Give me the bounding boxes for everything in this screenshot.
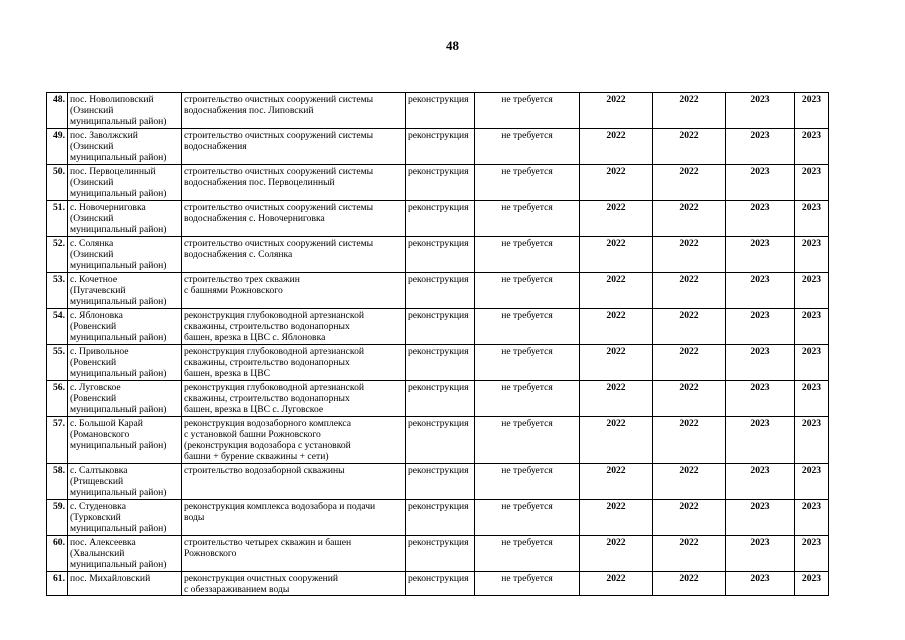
description-line: водоснабжения с. Солянка xyxy=(184,249,293,260)
year-cell: 2023 xyxy=(726,129,795,165)
location-line: с. Солянка xyxy=(70,238,114,249)
year-cell: 2023 xyxy=(726,165,795,201)
year-cell: 2023 xyxy=(795,536,829,572)
description-line: с обеззараживанием воды xyxy=(184,584,290,595)
work-type-cell: реконструкция xyxy=(406,345,475,381)
year-cell: 2022 xyxy=(580,201,653,237)
row-number: 53. xyxy=(47,273,68,309)
description-line: (реконструкция водозабора с установкой xyxy=(184,440,351,451)
requirement-cell: не требуется xyxy=(475,381,580,417)
description-line: реконструкция глубоководной артезианской xyxy=(184,310,364,321)
year-cell: 2023 xyxy=(726,500,795,536)
work-type-cell: реконструкция xyxy=(406,417,475,464)
description-line: водоснабжения пос. Первоцелинный xyxy=(184,177,335,188)
year-cell: 2023 xyxy=(726,309,795,345)
location-cell xyxy=(68,381,182,417)
work-type-cell: реконструкция xyxy=(406,536,475,572)
year-cell: 2023 xyxy=(795,345,829,381)
requirement-cell: не требуется xyxy=(475,345,580,381)
description-cell xyxy=(182,500,406,536)
page-number: 48 xyxy=(446,38,459,53)
requirement-cell: не требуется xyxy=(475,500,580,536)
location-line: пос. Михайловский xyxy=(70,573,151,584)
work-type-cell: реконструкция xyxy=(406,129,475,165)
year-cell: 2023 xyxy=(795,500,829,536)
year-cell: 2023 xyxy=(795,309,829,345)
location-line: (Пугачевский xyxy=(70,285,126,296)
location-cell xyxy=(68,237,182,273)
description-cell xyxy=(182,237,406,273)
description-line: башни + бурение скважины + сети) xyxy=(184,451,329,462)
location-line: с. Яблоновка xyxy=(70,310,123,321)
table-row xyxy=(47,417,829,464)
table-row xyxy=(47,381,829,417)
location-cell xyxy=(68,309,182,345)
description-cell xyxy=(182,273,406,309)
location-line: с. Привольное xyxy=(70,346,129,357)
description-cell xyxy=(182,201,406,237)
location-line: (Романовского xyxy=(70,429,130,440)
location-line: муниципальный район) xyxy=(70,116,167,127)
location-line: муниципальный район) xyxy=(70,559,167,570)
year-cell: 2022 xyxy=(653,536,726,572)
location-line: муниципальный район) xyxy=(70,487,167,498)
year-cell: 2022 xyxy=(653,417,726,464)
year-cell: 2023 xyxy=(795,129,829,165)
location-cell xyxy=(68,536,182,572)
year-cell: 2022 xyxy=(653,345,726,381)
year-cell: 2023 xyxy=(795,572,829,596)
description-line: с установкой башни Рожновского xyxy=(184,429,321,440)
row-number: 56. xyxy=(47,381,68,417)
location-line: пос. Алексеевка xyxy=(70,537,136,548)
requirement-cell: не требуется xyxy=(475,417,580,464)
location-cell xyxy=(68,129,182,165)
table-row xyxy=(47,464,829,500)
year-cell: 2022 xyxy=(653,237,726,273)
year-cell: 2022 xyxy=(580,237,653,273)
description-cell xyxy=(182,536,406,572)
year-cell: 2022 xyxy=(580,536,653,572)
year-cell: 2023 xyxy=(726,536,795,572)
row-number: 49. xyxy=(47,129,68,165)
work-type-cell: реконструкция xyxy=(406,237,475,273)
work-type-cell: реконструкция xyxy=(406,500,475,536)
year-cell: 2022 xyxy=(580,93,653,129)
description-cell xyxy=(182,93,406,129)
description-line: реконструкция очистных сооружений xyxy=(184,573,339,584)
location-line: муниципальный район) xyxy=(70,368,167,379)
year-cell: 2023 xyxy=(726,381,795,417)
description-cell xyxy=(182,417,406,464)
row-number: 51. xyxy=(47,201,68,237)
year-cell: 2022 xyxy=(580,165,653,201)
location-line: (Турковский xyxy=(70,512,121,523)
row-number: 54. xyxy=(47,309,68,345)
location-line: (Хвалынский xyxy=(70,548,125,559)
description-line: строительство очистных сооружений системы xyxy=(184,94,374,105)
description-cell xyxy=(182,129,406,165)
year-cell: 2023 xyxy=(726,417,795,464)
year-cell: 2023 xyxy=(726,464,795,500)
year-cell: 2023 xyxy=(795,381,829,417)
location-line: с. Салтыковка xyxy=(70,465,128,476)
table-row xyxy=(47,345,829,381)
description-line: строительство трех скважин xyxy=(184,274,300,285)
row-number: 52. xyxy=(47,237,68,273)
location-cell xyxy=(68,500,182,536)
requirement-cell: не требуется xyxy=(475,464,580,500)
year-cell: 2023 xyxy=(795,237,829,273)
year-cell: 2023 xyxy=(726,237,795,273)
description-line: реконструкция комплекса водозабора и подачи xyxy=(184,501,376,512)
year-cell: 2022 xyxy=(580,417,653,464)
table-row xyxy=(47,572,829,596)
year-cell: 2023 xyxy=(795,464,829,500)
year-cell: 2023 xyxy=(726,572,795,596)
year-cell: 2023 xyxy=(795,165,829,201)
work-type-cell: реконструкция xyxy=(406,309,475,345)
row-number: 60. xyxy=(47,536,68,572)
location-line: (Ровенский xyxy=(70,357,117,368)
row-number: 55. xyxy=(47,345,68,381)
row-number: 48. xyxy=(47,93,68,129)
year-cell: 2022 xyxy=(653,201,726,237)
year-cell: 2023 xyxy=(726,201,795,237)
table-row xyxy=(47,500,829,536)
location-line: (Озинский xyxy=(70,177,114,188)
row-number: 58. xyxy=(47,464,68,500)
location-line: муниципальный район) xyxy=(70,188,167,199)
work-type-cell: реконструкция xyxy=(406,464,475,500)
row-number: 50. xyxy=(47,165,68,201)
location-line: (Ртищевский xyxy=(70,476,124,487)
year-cell: 2022 xyxy=(653,572,726,596)
description-cell xyxy=(182,165,406,201)
year-cell: 2022 xyxy=(653,381,726,417)
year-cell: 2023 xyxy=(795,201,829,237)
description-line: строительство водозаборной скважины xyxy=(184,465,345,476)
requirement-cell: не требуется xyxy=(475,536,580,572)
description-line: воды xyxy=(184,512,205,523)
table-row xyxy=(47,129,829,165)
year-cell: 2022 xyxy=(653,165,726,201)
description-cell xyxy=(182,572,406,596)
description-cell xyxy=(182,381,406,417)
description-line: строительство четырех скважин и башен xyxy=(184,537,352,548)
year-cell: 2022 xyxy=(580,500,653,536)
year-cell: 2022 xyxy=(653,464,726,500)
description-cell xyxy=(182,464,406,500)
year-cell: 2023 xyxy=(726,273,795,309)
requirement-cell: не требуется xyxy=(475,273,580,309)
location-cell xyxy=(68,165,182,201)
location-line: муниципальный район) xyxy=(70,523,167,534)
description-line: Рожновского xyxy=(184,548,237,559)
description-line: скважины, строительство водонапорных xyxy=(184,393,350,404)
location-line: (Озинский xyxy=(70,141,114,152)
location-cell xyxy=(68,417,182,464)
requirement-cell: не требуется xyxy=(475,572,580,596)
year-cell: 2022 xyxy=(580,273,653,309)
projects-table xyxy=(46,92,829,596)
description-line: скважины, строительство водонапорных xyxy=(184,357,350,368)
description-line: башен, врезка в ЦВС с. Луговское xyxy=(184,404,324,415)
location-line: муниципальный район) xyxy=(70,152,167,163)
location-line: с. Луговское xyxy=(70,382,121,393)
requirement-cell: не требуется xyxy=(475,201,580,237)
description-line: башен, врезка в ЦВС с. Яблоновка xyxy=(184,332,326,343)
location-line: (Озинский xyxy=(70,249,114,260)
location-line: с. Новочеpниговка xyxy=(70,202,146,213)
location-line: (Озинский xyxy=(70,105,114,116)
description-line: реконструкция водозаборного комплекса xyxy=(184,418,352,429)
table-row xyxy=(47,93,829,129)
year-cell: 2022 xyxy=(580,572,653,596)
location-line: муниципальный район) xyxy=(70,404,167,415)
description-line: скважины, строительство водонапорных xyxy=(184,321,350,332)
year-cell: 2022 xyxy=(653,93,726,129)
description-cell xyxy=(182,345,406,381)
location-line: пос. Новолиповский xyxy=(70,94,154,105)
requirement-cell: не требуется xyxy=(475,237,580,273)
year-cell: 2023 xyxy=(795,417,829,464)
requirement-cell: не требуется xyxy=(475,309,580,345)
year-cell: 2022 xyxy=(580,345,653,381)
year-cell: 2022 xyxy=(580,129,653,165)
description-line: строительство очистных сооружений системы xyxy=(184,130,374,141)
work-type-cell: реконструкция xyxy=(406,201,475,237)
description-line: башен, врезка в ЦВС xyxy=(184,368,271,379)
location-line: муниципальный район) xyxy=(70,332,167,343)
work-type-cell: реконструкция xyxy=(406,381,475,417)
year-cell: 2022 xyxy=(580,381,653,417)
location-line: муниципальный район) xyxy=(70,260,167,271)
description-line: строительство очистных сооружений системы xyxy=(184,238,374,249)
description-line: строительство очистных сооружений системы xyxy=(184,202,374,213)
description-line: реконструкция глубоководной артезианской xyxy=(184,382,364,393)
location-line: с. Кочетное xyxy=(70,274,118,285)
table-row xyxy=(47,309,829,345)
description-line: с башнями Рожновского xyxy=(184,285,283,296)
description-line: водоснабжения пос. Липовский xyxy=(184,105,314,116)
location-line: с. Большой Карай xyxy=(70,418,143,429)
location-line: пос. Первоцелинный xyxy=(70,166,156,177)
row-number: 57. xyxy=(47,417,68,464)
year-cell: 2023 xyxy=(795,93,829,129)
table-body xyxy=(47,93,829,596)
table-row xyxy=(47,201,829,237)
requirement-cell: не требуется xyxy=(475,129,580,165)
work-type-cell: реконструкция xyxy=(406,572,475,596)
description-line: строительство очистных сооружений системы xyxy=(184,166,374,177)
table-row xyxy=(47,273,829,309)
location-cell xyxy=(68,464,182,500)
row-number: 59. xyxy=(47,500,68,536)
year-cell: 2023 xyxy=(795,273,829,309)
location-line: (Озинский xyxy=(70,213,114,224)
location-line: (Ровенский xyxy=(70,321,117,332)
location-cell xyxy=(68,273,182,309)
year-cell: 2022 xyxy=(653,129,726,165)
location-cell xyxy=(68,345,182,381)
year-cell: 2022 xyxy=(653,309,726,345)
table-row xyxy=(47,536,829,572)
location-cell xyxy=(68,572,182,596)
year-cell: 2022 xyxy=(580,464,653,500)
year-cell: 2022 xyxy=(580,309,653,345)
location-line: (Ровенский xyxy=(70,393,117,404)
location-line: муниципальный район) xyxy=(70,440,167,451)
year-cell: 2023 xyxy=(726,345,795,381)
table-row xyxy=(47,165,829,201)
table-row xyxy=(47,237,829,273)
location-line: муниципальный район) xyxy=(70,224,167,235)
location-cell xyxy=(68,93,182,129)
year-cell: 2023 xyxy=(726,93,795,129)
year-cell: 2022 xyxy=(653,273,726,309)
requirement-cell: не требуется xyxy=(475,165,580,201)
year-cell: 2022 xyxy=(653,500,726,536)
work-type-cell: реконструкция xyxy=(406,93,475,129)
description-cell xyxy=(182,309,406,345)
row-number: 61. xyxy=(47,572,68,596)
description-line: реконструкция глубоководной артезианской xyxy=(184,346,364,357)
work-type-cell: реконструкция xyxy=(406,165,475,201)
description-line: водоснабжения xyxy=(184,141,247,152)
location-line: с. Студеновка xyxy=(70,501,126,512)
location-cell xyxy=(68,201,182,237)
work-type-cell: реконструкция xyxy=(406,273,475,309)
location-line: муниципальный район) xyxy=(70,296,167,307)
requirement-cell: не требуется xyxy=(475,93,580,129)
location-line: пос. Заволжский xyxy=(70,130,138,141)
description-line: водоснабжения с. Новочерниговка xyxy=(184,213,325,224)
